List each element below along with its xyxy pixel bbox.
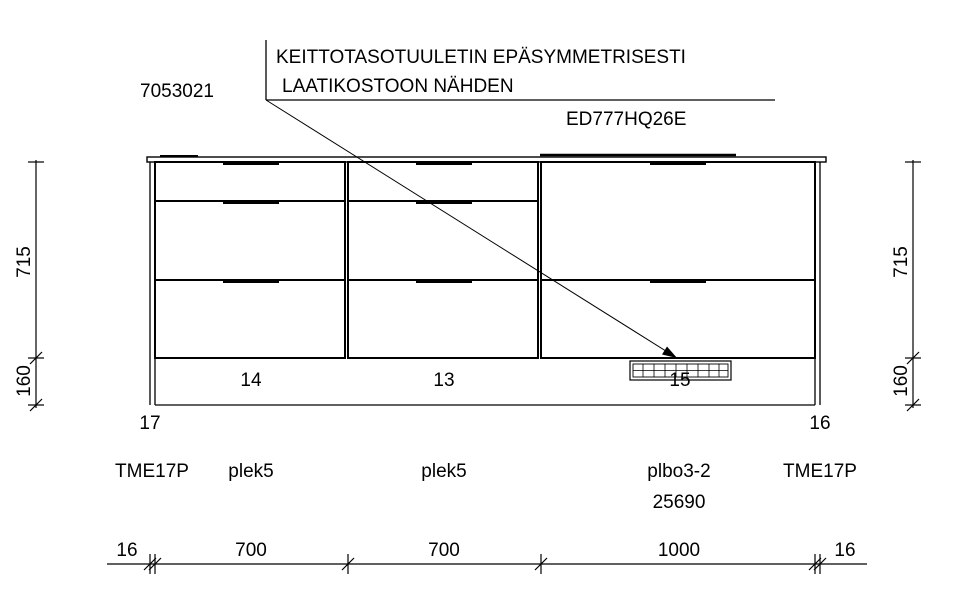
width-label: 16 bbox=[834, 540, 856, 561]
hood-product-code: ED777HQ26E bbox=[566, 109, 687, 130]
cabinet-13-fronts bbox=[348, 162, 538, 358]
drawer-front bbox=[348, 201, 538, 280]
end-panel-type-right: TME17P bbox=[783, 461, 857, 482]
drawer-front bbox=[155, 162, 345, 201]
cabinet-type: plbo3-2 bbox=[647, 461, 711, 482]
height-label-plinth: 160 bbox=[891, 365, 912, 397]
cabinet-number: 15 bbox=[669, 370, 691, 391]
width-label: 1000 bbox=[657, 540, 701, 561]
end-panel-number-right: 16 bbox=[809, 413, 831, 434]
cabinet-type: plek5 bbox=[421, 461, 467, 482]
drawer-front bbox=[155, 280, 345, 358]
right-height-dimension bbox=[891, 160, 921, 411]
end-panel-number-left: 17 bbox=[139, 413, 161, 434]
countertop bbox=[147, 155, 826, 162]
cabinet-code: 25690 bbox=[652, 492, 706, 513]
height-label-plinth: 160 bbox=[14, 365, 35, 397]
drawer-front bbox=[348, 162, 538, 201]
drawer-front bbox=[541, 280, 815, 358]
note-line-1: KEITTOTASOTUULETIN EPÄSYMMETRISESTI bbox=[276, 47, 686, 68]
end-panel-type-left: TME17P bbox=[115, 461, 189, 482]
cabinet-number: 14 bbox=[240, 370, 262, 391]
cabinet-15-fronts bbox=[541, 162, 815, 358]
cabinet-type: plek5 bbox=[228, 461, 274, 482]
cabinet-number: 13 bbox=[433, 370, 455, 391]
note-leader-line bbox=[266, 100, 677, 358]
left-height-dimension bbox=[14, 160, 44, 411]
note-line-2: LAATIKOSTOON NÄHDEN bbox=[282, 76, 514, 97]
width-label: 700 bbox=[428, 540, 460, 561]
hood-note bbox=[266, 40, 775, 358]
drawer-front bbox=[541, 162, 815, 280]
drawer-front bbox=[348, 280, 538, 358]
height-label-body: 715 bbox=[891, 246, 912, 278]
width-label: 700 bbox=[235, 540, 267, 561]
leader-arrowhead bbox=[662, 347, 677, 359]
width-label: 16 bbox=[116, 540, 138, 561]
drawer-front bbox=[155, 201, 345, 280]
reference-code: 7053021 bbox=[140, 81, 214, 102]
cabinet-14-fronts bbox=[155, 162, 345, 358]
width-dimension bbox=[107, 540, 867, 574]
height-label-body: 715 bbox=[14, 246, 35, 278]
